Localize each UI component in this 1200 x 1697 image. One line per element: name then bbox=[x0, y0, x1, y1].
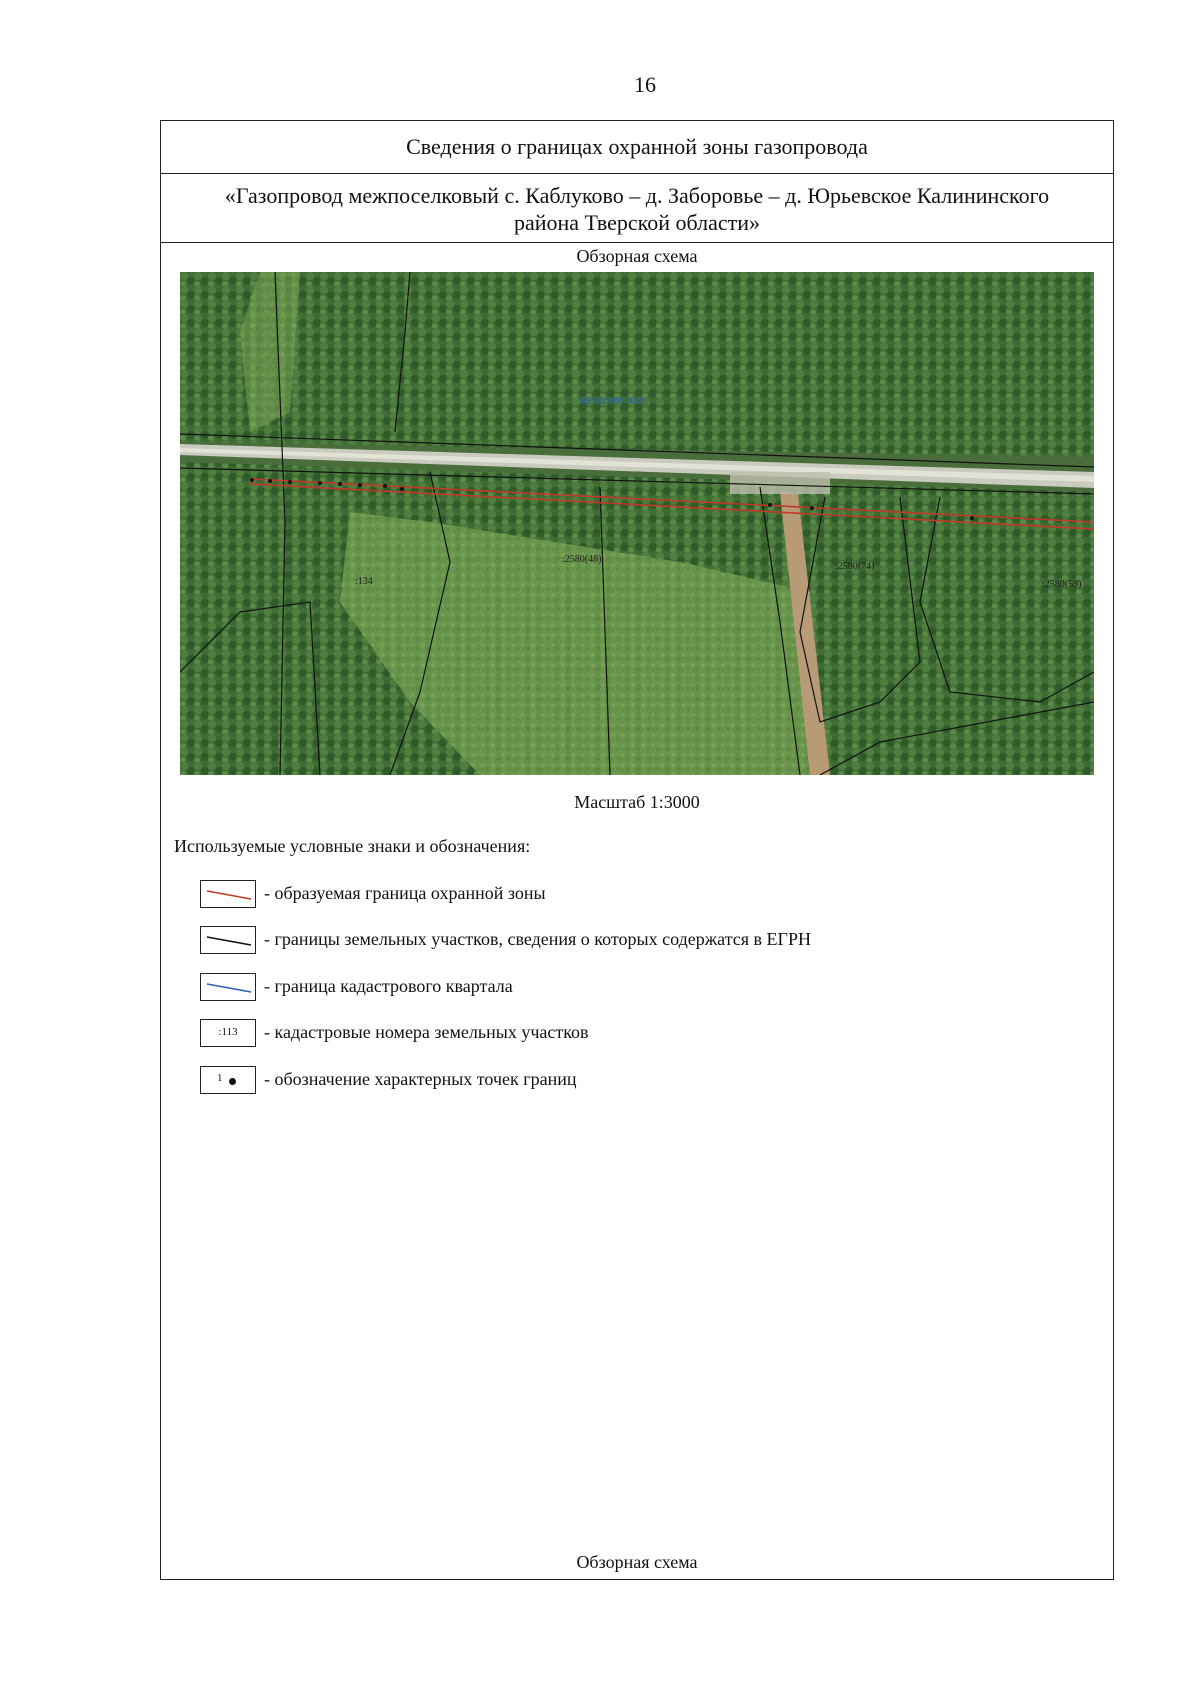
document-title: Сведения о границах охранной зоны газопровода bbox=[160, 120, 1114, 174]
overview-map bbox=[180, 272, 1094, 775]
map-scale: Масштаб 1:3000 bbox=[574, 792, 700, 812]
legend-text: - граница кадастрового квартала bbox=[264, 976, 513, 996]
svg-text:69:10:0000028: 69:10:0000028 bbox=[580, 395, 647, 407]
legend-text: - образуемая граница охранной зоны bbox=[264, 883, 546, 903]
legend-title: Используемые условные знаки и обозначения: bbox=[174, 836, 531, 856]
aerial-photo bbox=[180, 272, 1094, 775]
black-line-symbol bbox=[200, 926, 256, 954]
bottom-caption: Обзорная схема bbox=[576, 1552, 698, 1572]
object-name bbox=[160, 174, 1114, 243]
object-name-line-1: «Газопровод межпоселковый с. Каблуково – д. Заборовье – д. Юрьевское Калининского bbox=[224, 183, 1050, 208]
page-number: 16 bbox=[634, 72, 656, 97]
cadastral-number-symbol bbox=[200, 1019, 256, 1047]
point-symbol bbox=[200, 1066, 256, 1094]
scheme-caption: Обзорная схема bbox=[576, 246, 698, 266]
cadastral-quarter-label bbox=[580, 395, 647, 407]
cadastral-number-sample: :113 bbox=[218, 1026, 238, 1038]
parcel-label: :2580(48) bbox=[562, 554, 602, 565]
legend-text: - кадастровые номера земельных участков bbox=[264, 1022, 589, 1042]
parcel-label: :2580(59) bbox=[1042, 579, 1082, 590]
point-dot-icon bbox=[229, 1078, 236, 1085]
parcel-label: :2580(74) bbox=[835, 561, 875, 572]
object-name-line-2: района Тверской области» bbox=[513, 210, 761, 235]
point-number-sample: 1 bbox=[217, 1072, 223, 1084]
blue-line-symbol bbox=[200, 973, 256, 1001]
parcel-label: :134 bbox=[355, 576, 373, 587]
legend-text: - границы земельных участков, сведения о которых содержатся в ЕГРН bbox=[264, 929, 811, 949]
red-line-symbol bbox=[200, 880, 256, 908]
legend-text: - обозначение характерных точек границ bbox=[264, 1069, 577, 1089]
